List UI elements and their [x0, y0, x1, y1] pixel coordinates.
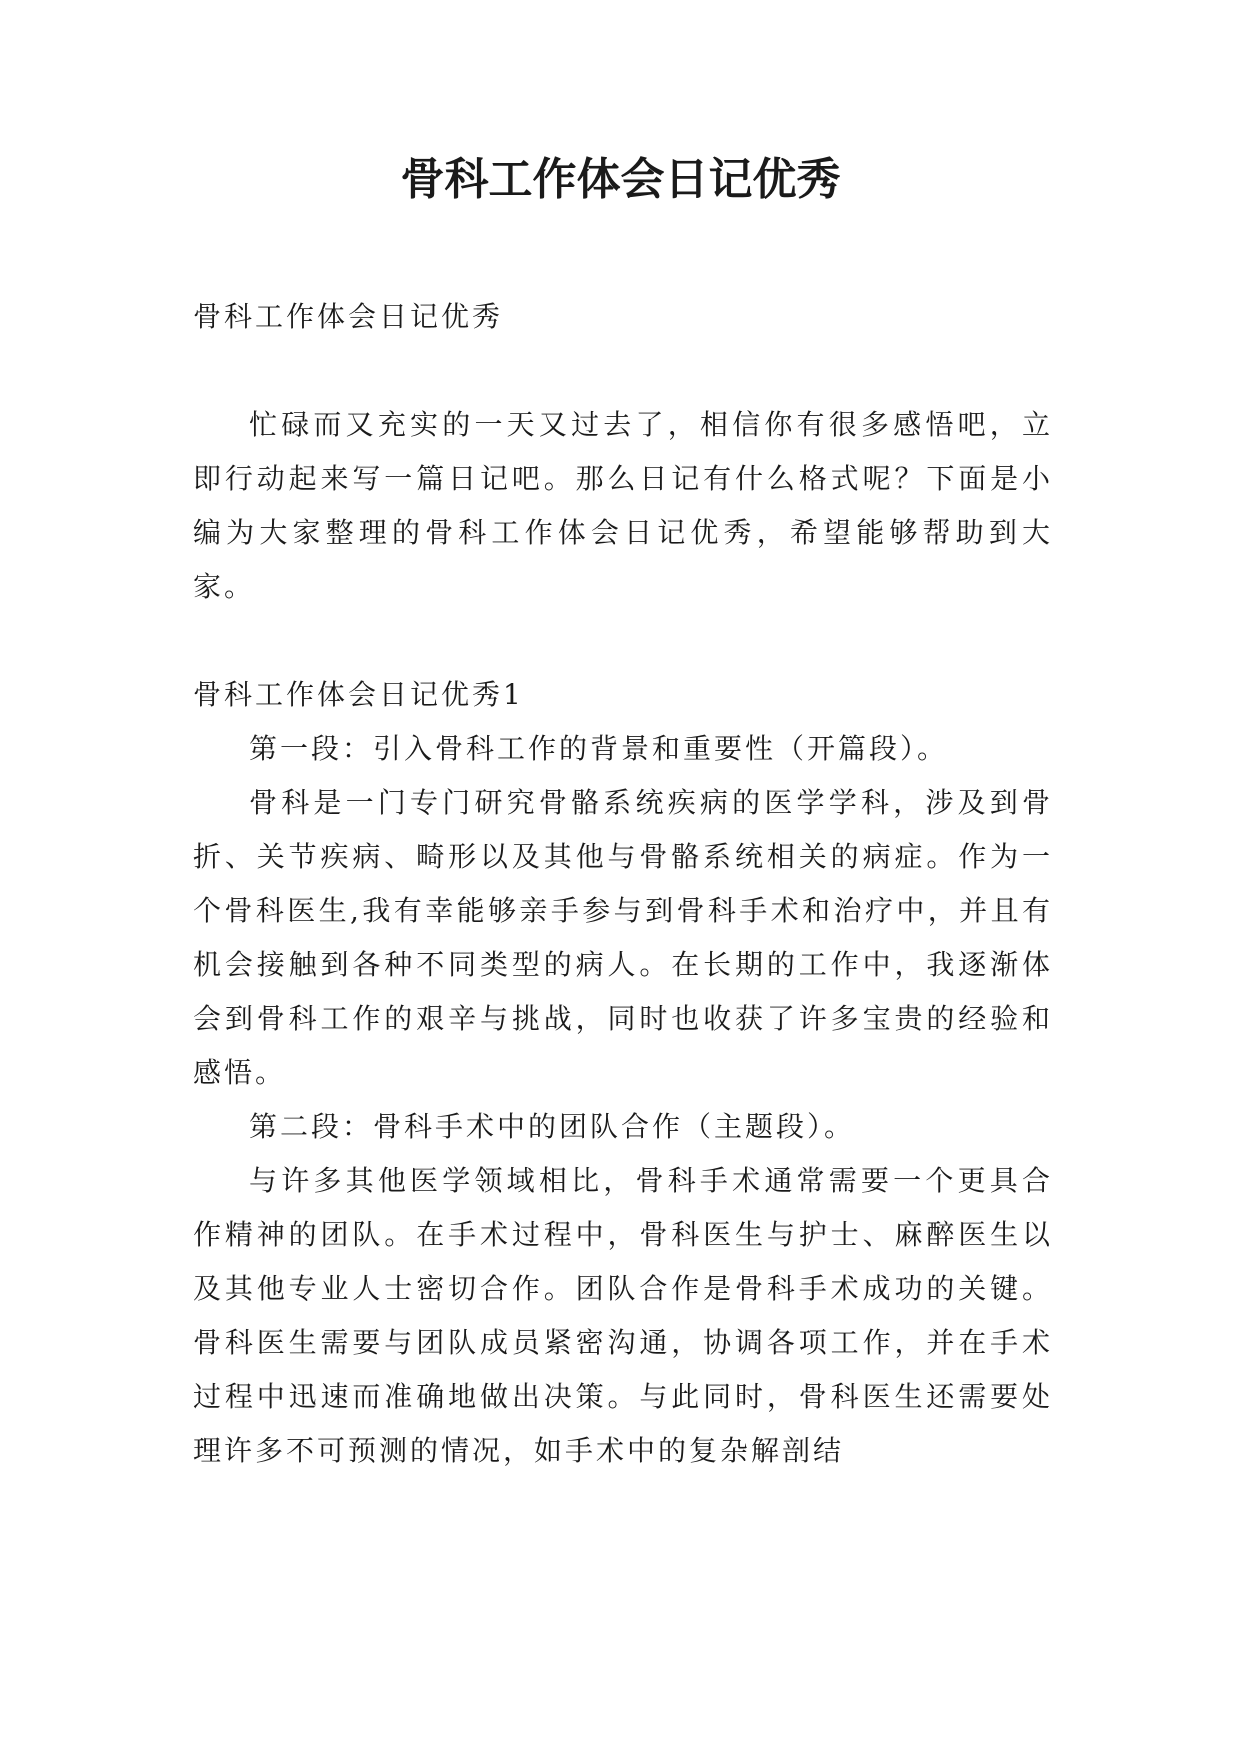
paragraph-label-2: 第二段：骨科手术中的团队合作（主题段）。	[249, 1110, 856, 1143]
document-title: 骨科工作体会日记优秀	[400, 154, 841, 205]
intro-paragraph: 忙碌而又充实的一天又过去了，相信你有很多感悟吧，立即行动起来写一篇日记吧。那么日记有什么格式呢？下面是小编为大家整理的骨科工作体会日记优秀，希望能够帮助到大家。	[193, 408, 1053, 603]
document-subtitle: 骨科工作体会日记优秀	[193, 300, 504, 333]
paragraph-body-1: 骨科是一门专门研究骨骼系统疾病的医学学科，涉及到骨折、关节疾病、畸形以及其他与骨骼系统相关的病症。作为一个骨科医生,我有幸能够亲手参与到骨科手术和治疗中，并且有机会接触到各种不同类型的病人。在长期的工作中，我逐渐体会到骨科工作的艰辛与挑战，同时也收获了许多宝贵的经验和感悟。	[193, 786, 1053, 1089]
paragraph-label-1: 第一段：引入骨科工作的背景和重要性（开篇段）。	[249, 732, 949, 765]
document-body	[193, 290, 1053, 1478]
section-heading: 骨科工作体会日记优秀1	[193, 678, 524, 711]
paragraph-body-2: 与许多其他医学领域相比，骨科手术通常需要一个更具合作精神的团队。在手术过程中，骨科医生与护士、麻醉医生以及其他专业人士密切合作。团队合作是骨科手术成功的关键。骨科医生需要与团队成员紧密沟通，协调各项工作，并在手术过程中迅速而准确地做出决策。与此同时，骨科医生还需要处理许多不可预测的情况，如手术中的复杂解剖结	[193, 1164, 1053, 1467]
